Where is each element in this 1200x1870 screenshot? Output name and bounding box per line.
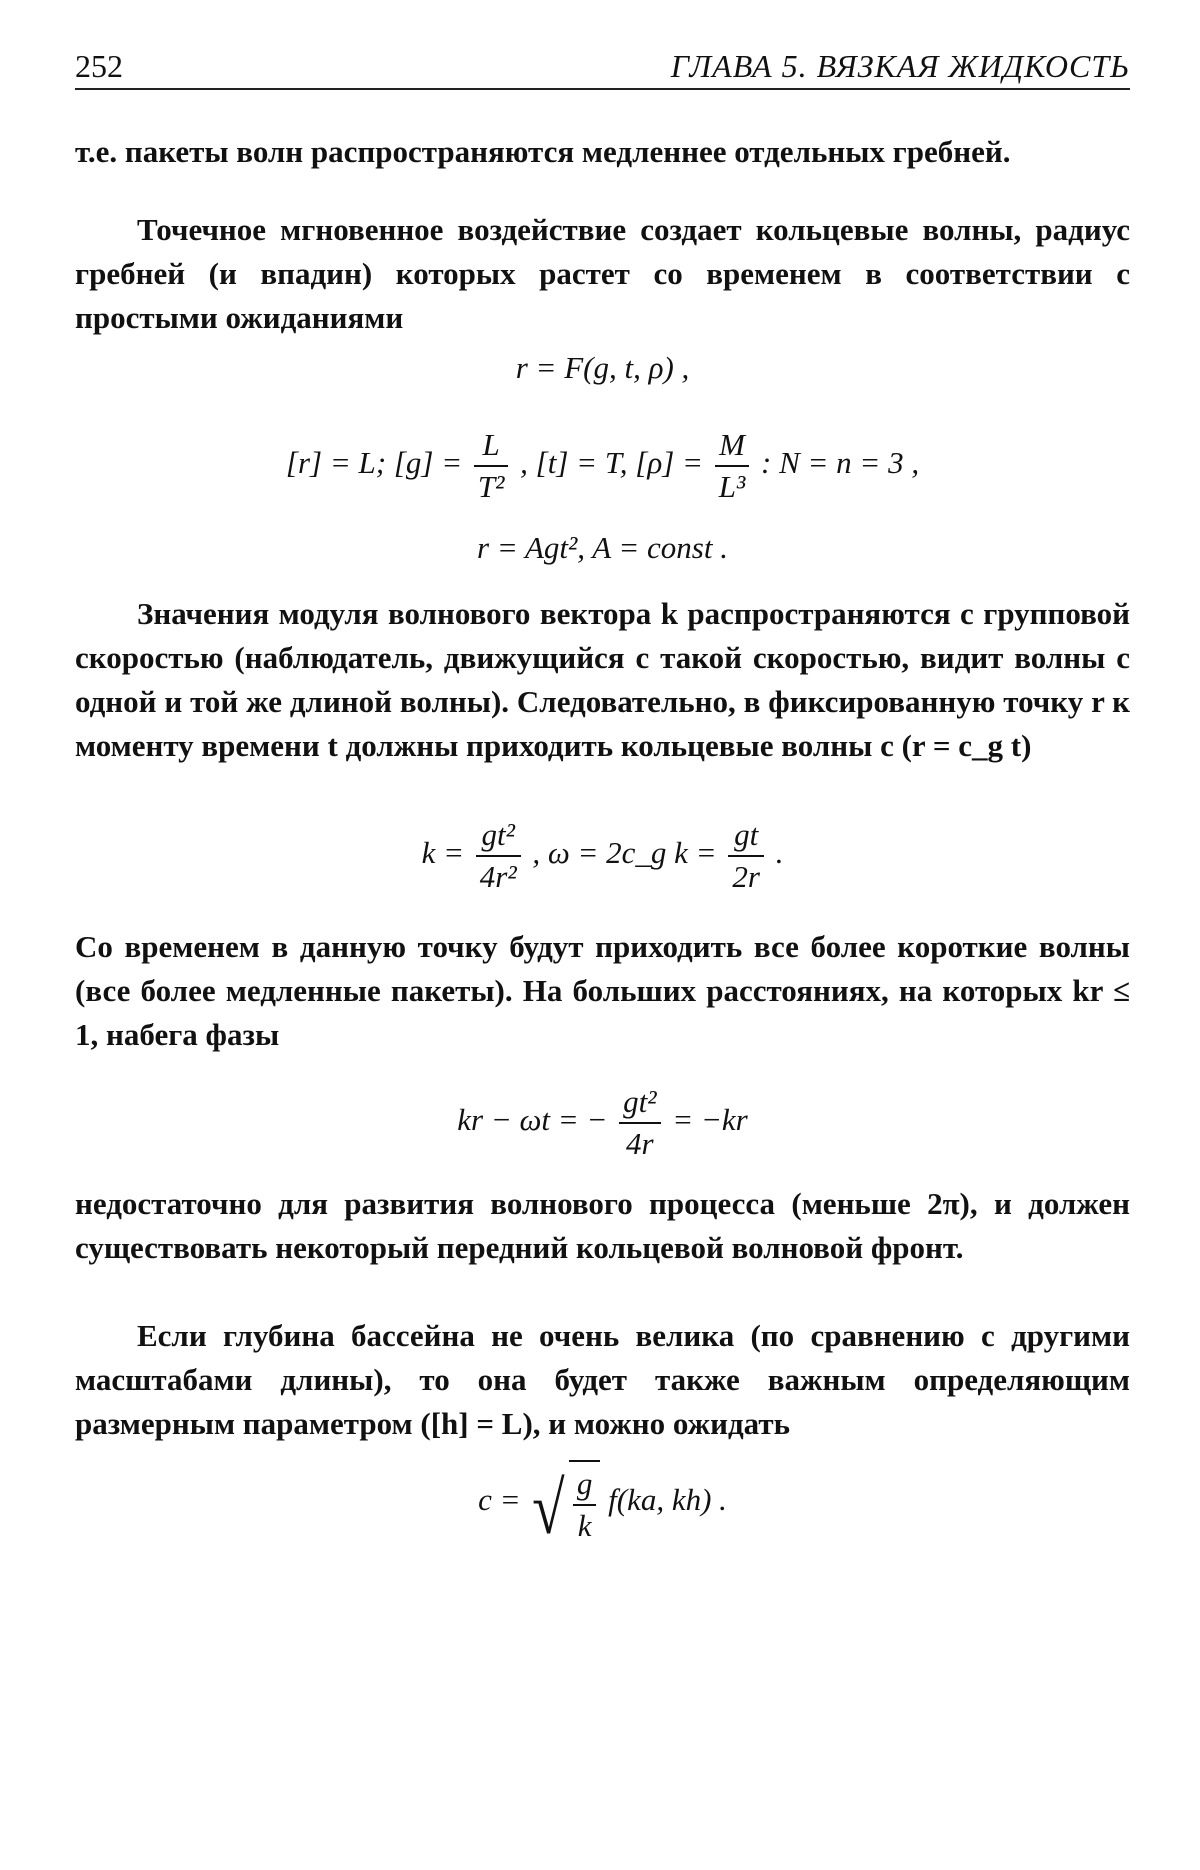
equation-r-agt: r = Agt², A = const . (477, 530, 728, 565)
fraction-omega-num: gt (728, 815, 764, 857)
fraction-g-num: L (474, 425, 509, 467)
fraction-omega (728, 815, 764, 897)
fraction-gk-den: k (577, 1508, 592, 1543)
fraction-rho-den: L³ (718, 469, 746, 504)
paragraph-2: Точечное мгновенное воздействие создает кольцевые волны, радиус гребней (и впадин) которых растет со временем в соответствии с простыми ожиданиями (75, 212, 1130, 335)
paragraph-6: Если глубина бассейна не очень велика (по сравнению с другими масштабами длины), то она будет также важным определяющим размерным параметром ([h] = L), и можно ожидать (75, 1318, 1130, 1441)
fraction-phase (619, 1082, 660, 1164)
paragraph-1: т.е. пакеты волн распространяются медленнее отдельных гребней. (75, 134, 1011, 169)
equation-r-function: r = F(g, t, ρ) , (515, 350, 690, 385)
eq4-tail: . (775, 835, 784, 871)
equation-dimensions (75, 425, 1130, 507)
fraction-g (474, 425, 509, 507)
fraction-k (476, 815, 521, 897)
sqrt-expression (528, 1460, 600, 1550)
eq2-g-dim: [g] = (393, 445, 463, 481)
fraction-phase-num: gt² (619, 1082, 660, 1124)
sqrt-sign: √ (532, 1468, 565, 1550)
paragraph-3: Значения модуля волнового вектора k распространяются с групповой скоростью (наблюдатель, движущийся с такой скоростью, видит волны с одной и той же длиной волны). Следовательно, в фиксированную точку r к моменту времени t должны приходить кольцевые волны с (r = c_g t) (75, 596, 1130, 763)
paragraph-4: Со временем в данную точку будут приходить все более короткие волны (все более медленные пакеты). На больших расстояниях, на которых kr ≤ 1, набега фазы (75, 929, 1130, 1052)
eq2-t-dim: , [t] = T, [ρ] = (520, 445, 703, 481)
equation-phase (75, 1082, 1130, 1164)
eq6-lhs: c = (478, 1482, 521, 1518)
paragraph-5: недостаточно для развития волнового процесса (меньше 2π), и должен существовать некоторый передний кольцевой волновой фронт. (75, 1186, 1130, 1265)
eq5-tail: = −kr (672, 1102, 748, 1138)
fraction-k-num: gt² (476, 815, 521, 857)
fraction-gk (573, 1464, 597, 1546)
fraction-rho (715, 425, 750, 507)
eq4-lhs: k = (421, 835, 464, 871)
eq2-r-dim: [r] = L; (285, 445, 387, 481)
eq6-tail: f(ka, kh) . (608, 1482, 727, 1518)
eq2-tail: : N = n = 3 , (761, 445, 920, 481)
fraction-rho-num: M (715, 425, 750, 467)
equation-k-omega (75, 815, 1130, 897)
eq5-lhs: kr − ωt = − (457, 1102, 608, 1138)
eq4-mid: , ω = 2c_g k = (532, 835, 717, 871)
fraction-gk-num: g (573, 1464, 597, 1506)
fraction-k-den: 4r² (479, 859, 517, 894)
equation-c-sqrt (75, 1460, 1130, 1550)
page-number: 252 (75, 48, 123, 84)
sqrt-body (569, 1460, 601, 1546)
fraction-phase-den: 4r (626, 1126, 654, 1161)
fraction-g-den: T² (477, 469, 505, 504)
fraction-omega-den: 2r (732, 859, 760, 894)
page-header (75, 40, 1130, 90)
running-title: ГЛАВА 5. ВЯЗКАЯ ЖИДКОСТЬ (670, 48, 1130, 84)
